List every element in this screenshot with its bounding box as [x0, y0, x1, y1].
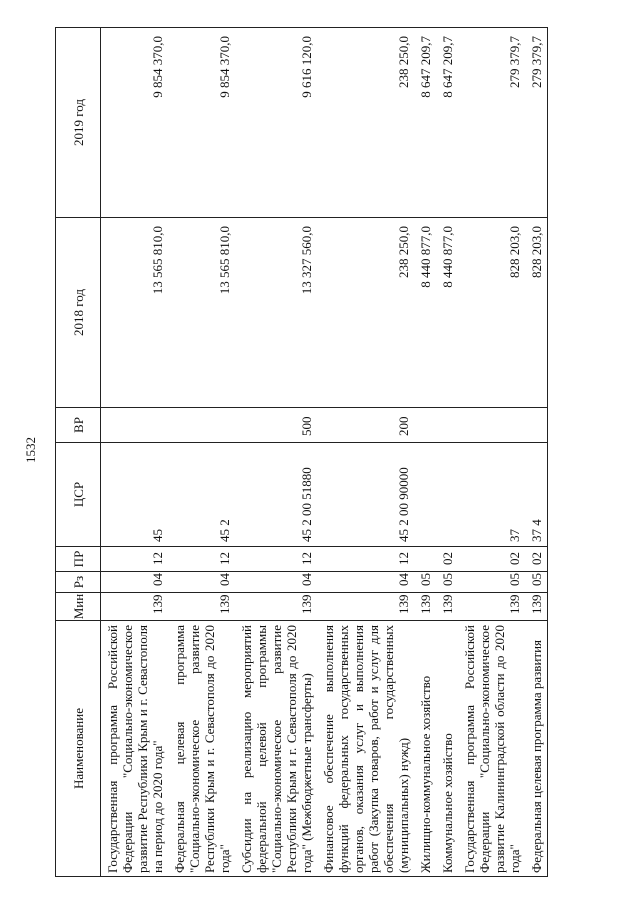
row-vr [414, 408, 436, 443]
row-min: 139 [317, 593, 414, 621]
row-min: 139 [235, 593, 317, 621]
row-vr: 500 [235, 408, 317, 443]
row-name: Государственная программа Российской Федерации "Социально-экономическое развитие Республики Крым и г. Севастополя на период до 2020 года" [101, 621, 169, 877]
row-2018: 8 440 877,0 [436, 218, 458, 408]
row-vr [436, 408, 458, 443]
row-2019: 238 250,0 [317, 28, 414, 218]
header-pr: ПР [56, 547, 101, 572]
row-vr: 200 [317, 408, 414, 443]
row-min: 139 [525, 593, 548, 621]
row-pr: 02 [458, 547, 525, 572]
row-name: Федеральная целевая программа развития [525, 621, 548, 877]
row-2019: 9 616 120,0 [235, 28, 317, 218]
table-row [458, 28, 525, 877]
row-rz: 04 [235, 572, 317, 593]
row-vr [168, 408, 235, 443]
row-vr [525, 408, 548, 443]
row-csr: 45 2 00 90000 [317, 443, 414, 547]
row-2019: 9 854 370,0 [101, 28, 169, 218]
header-2019: 2019 год [56, 28, 101, 218]
row-rz: 05 [525, 572, 548, 593]
page-number: 1532 [23, 437, 38, 463]
table-container [55, 28, 605, 877]
row-pr: 12 [168, 547, 235, 572]
table-row [235, 28, 317, 877]
table-row [436, 28, 458, 877]
row-2019: 279 379,7 [525, 28, 548, 218]
row-name: Субсидии на реализацию мероприятий федеральной целевой программы "Социально-экономическое развитие Республики Крым и г. Севастополя до 2020 года" (Межбюджетные трансферты) [235, 621, 317, 877]
row-min: 139 [101, 593, 169, 621]
row-min: 139 [414, 593, 436, 621]
row-pr [414, 547, 436, 572]
row-2018: 13 565 810,0 [101, 218, 169, 408]
row-csr [414, 443, 436, 547]
row-csr: 45 2 00 51880 [235, 443, 317, 547]
row-2018: 8 440 877,0 [414, 218, 436, 408]
row-pr: 02 [525, 547, 548, 572]
row-pr: 12 [235, 547, 317, 572]
header-name: Наименование [56, 621, 101, 877]
row-pr: 02 [436, 547, 458, 572]
row-2018: 13 327 560,0 [235, 218, 317, 408]
header-min: Мин [56, 593, 101, 621]
row-csr [436, 443, 458, 547]
row-name: Финансовое обеспечение выполнения функций федеральных государственных органов, оказания услуг и выполнения работ (Закупка товаров, работ и услуг для обеспечения государственных (муниципальных) нужд) [317, 621, 414, 877]
row-name: Жилищно-коммунальное хозяйство [414, 621, 436, 877]
row-2018: 828 203,0 [525, 218, 548, 408]
row-name: Федеральная целевая программа "Социально-экономическое развитие Республики Крым и г. Севастополя до 2020 года" [168, 621, 235, 877]
row-csr: 45 2 [168, 443, 235, 547]
budget-table [55, 27, 548, 877]
table-header-row [56, 28, 101, 877]
row-2019: 279 379,7 [458, 28, 525, 218]
row-2019: 9 854 370,0 [168, 28, 235, 218]
row-csr: 37 [458, 443, 525, 547]
row-rz: 05 [436, 572, 458, 593]
row-rz: 04 [317, 572, 414, 593]
header-2018: 2018 год [56, 218, 101, 408]
header-csr: ЦСР [56, 443, 101, 547]
table-row [525, 28, 548, 877]
row-2018: 238 250,0 [317, 218, 414, 408]
table-row [414, 28, 436, 877]
row-csr: 37 4 [525, 443, 548, 547]
row-rz: 04 [101, 572, 169, 593]
row-2018: 13 565 810,0 [168, 218, 235, 408]
header-rz: Рз [56, 572, 101, 593]
row-name: Коммунальное хозяйство [436, 621, 458, 877]
row-vr [101, 408, 169, 443]
row-rz: 04 [168, 572, 235, 593]
row-rz: 05 [414, 572, 436, 593]
row-pr: 12 [101, 547, 169, 572]
row-rz: 05 [458, 572, 525, 593]
header-vr: ВР [56, 408, 101, 443]
row-2019: 8 647 209,7 [436, 28, 458, 218]
row-2019: 8 647 209,7 [414, 28, 436, 218]
row-csr: 45 [101, 443, 169, 547]
row-min: 139 [436, 593, 458, 621]
row-pr: 12 [317, 547, 414, 572]
table-row [101, 28, 169, 877]
table-row [317, 28, 414, 877]
row-2018: 828 203,0 [458, 218, 525, 408]
row-min: 139 [168, 593, 235, 621]
row-name: Государственная программа Российской Федерации "Социально-экономическое развитие Калининградской области до 2020 года" [458, 621, 525, 877]
row-min: 139 [458, 593, 525, 621]
row-vr [458, 408, 525, 443]
table-row [168, 28, 235, 877]
